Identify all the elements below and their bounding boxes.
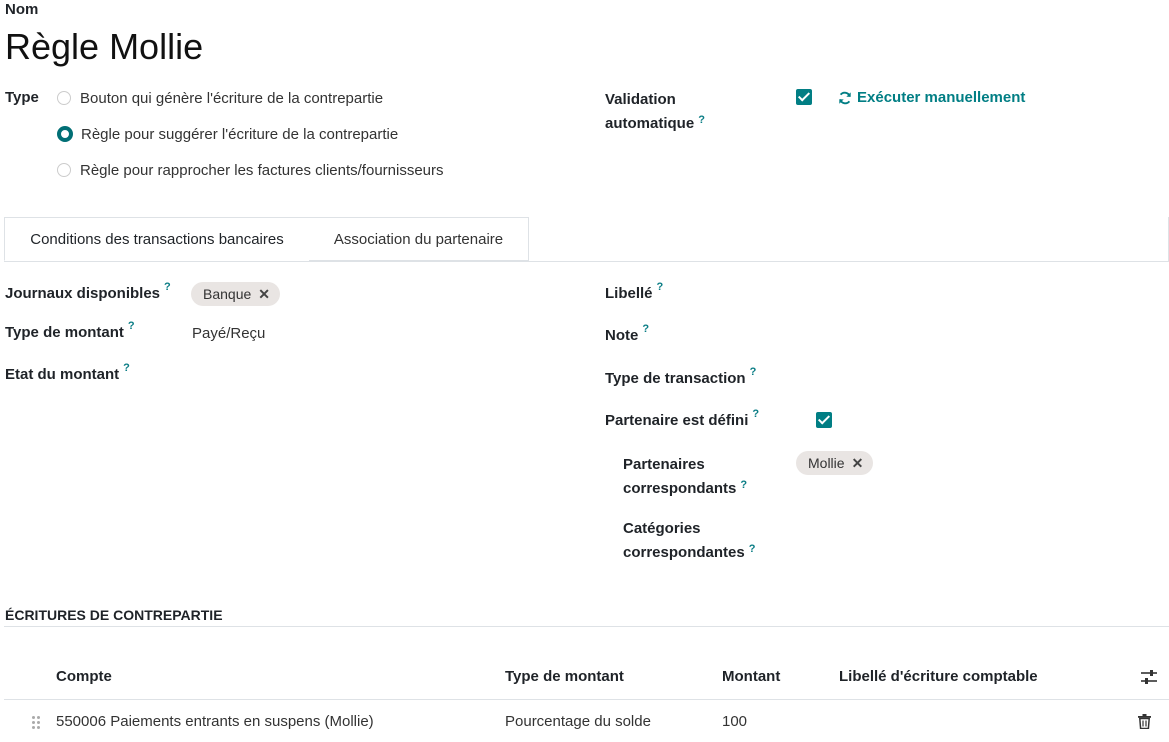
help-tooltip-icon[interactable]: ? xyxy=(164,281,171,293)
remove-tag-icon[interactable]: ✕ xyxy=(258,285,271,302)
amount-type-label: Type de montant ? xyxy=(5,320,135,341)
section-title: ÉCRITURES DE CONTREPARTIE xyxy=(5,607,223,623)
radio-button[interactable] xyxy=(57,91,71,105)
help-tooltip-icon[interactable]: ? xyxy=(749,366,757,378)
type-option-label: Bouton qui génère l'écriture de la contrepartie xyxy=(80,89,384,107)
tabs-divider xyxy=(4,261,1169,262)
journal-tag: Banque ✕ xyxy=(191,282,280,306)
type-option-label: Règle pour suggérer l'écriture de la contrepartie xyxy=(81,125,399,143)
partner-tag: Mollie ✕ xyxy=(796,451,873,475)
tab-bank-conditions[interactable]: Conditions des transactions bancaires xyxy=(4,217,310,261)
name-label: Nom xyxy=(5,1,39,18)
type-option-suggest[interactable] xyxy=(57,124,444,144)
type-option-button[interactable] xyxy=(57,88,444,108)
auto-validate-label: Validation automatique ? xyxy=(605,91,705,132)
amount-type-select[interactable]: Payé/Reçu xyxy=(192,325,266,342)
label-field-label: Libellé ? xyxy=(605,281,664,302)
record-name-input[interactable]: Règle Mollie xyxy=(5,26,204,67)
journals-label: Journaux disponibles ? xyxy=(5,281,171,302)
type-label: Type xyxy=(5,89,39,106)
partner-set-label: Partenaire est défini ? xyxy=(605,408,760,429)
radio-button-selected[interactable] xyxy=(57,126,73,142)
column-header-amount-type[interactable]: Type de montant xyxy=(505,668,624,685)
help-tooltip-icon[interactable]: ? xyxy=(698,114,705,126)
help-tooltip-icon[interactable]: ? xyxy=(123,362,130,374)
run-manually-button[interactable]: Exécuter manuellement xyxy=(838,89,1025,106)
help-tooltip-icon[interactable]: ? xyxy=(748,543,756,555)
auto-validate-checkbox[interactable] xyxy=(796,89,812,105)
partner-set-checkbox[interactable] xyxy=(816,412,832,428)
refresh-icon xyxy=(838,91,852,105)
section-divider xyxy=(4,626,1169,627)
radio-button[interactable] xyxy=(57,163,71,177)
column-header-amount[interactable]: Montant xyxy=(722,668,781,685)
help-tooltip-icon[interactable]: ? xyxy=(752,408,760,420)
help-tooltip-icon[interactable]: ? xyxy=(127,320,135,332)
help-tooltip-icon[interactable]: ? xyxy=(740,479,748,491)
matching-partners-label: Partenaires correspondants ? xyxy=(623,456,748,497)
type-option-label: Règle pour rapprocher les factures clients/fournisseurs xyxy=(80,161,444,179)
amount-state-label: Etat du montant ? xyxy=(5,362,130,383)
type-radio-group xyxy=(57,88,444,180)
type-option-reconcile[interactable] xyxy=(57,160,444,180)
drag-handle-icon[interactable] xyxy=(31,715,41,731)
transaction-type-label: Type de transaction ? xyxy=(605,366,757,387)
remove-tag-icon[interactable]: ✕ xyxy=(851,454,864,471)
help-tooltip-icon[interactable]: ? xyxy=(642,323,650,335)
trash-icon[interactable] xyxy=(1138,714,1151,729)
tab-partner-mapping[interactable]: Association du partenaire xyxy=(309,217,529,261)
row-amount[interactable]: 100 xyxy=(722,713,748,730)
help-tooltip-icon[interactable]: ? xyxy=(656,281,664,293)
column-header-account[interactable]: Compte xyxy=(56,668,112,685)
column-header-label[interactable]: Libellé d'écriture comptable xyxy=(839,668,1038,685)
note-label: Note ? xyxy=(605,323,650,344)
row-account[interactable]: 550006 Paiements entrants en suspens (Mollie) xyxy=(56,713,374,730)
row-amount-type[interactable]: Pourcentage du solde xyxy=(505,713,651,730)
column-settings-icon[interactable] xyxy=(1140,669,1158,685)
matching-categories-label: Catégories correspondantes ? xyxy=(623,520,756,561)
